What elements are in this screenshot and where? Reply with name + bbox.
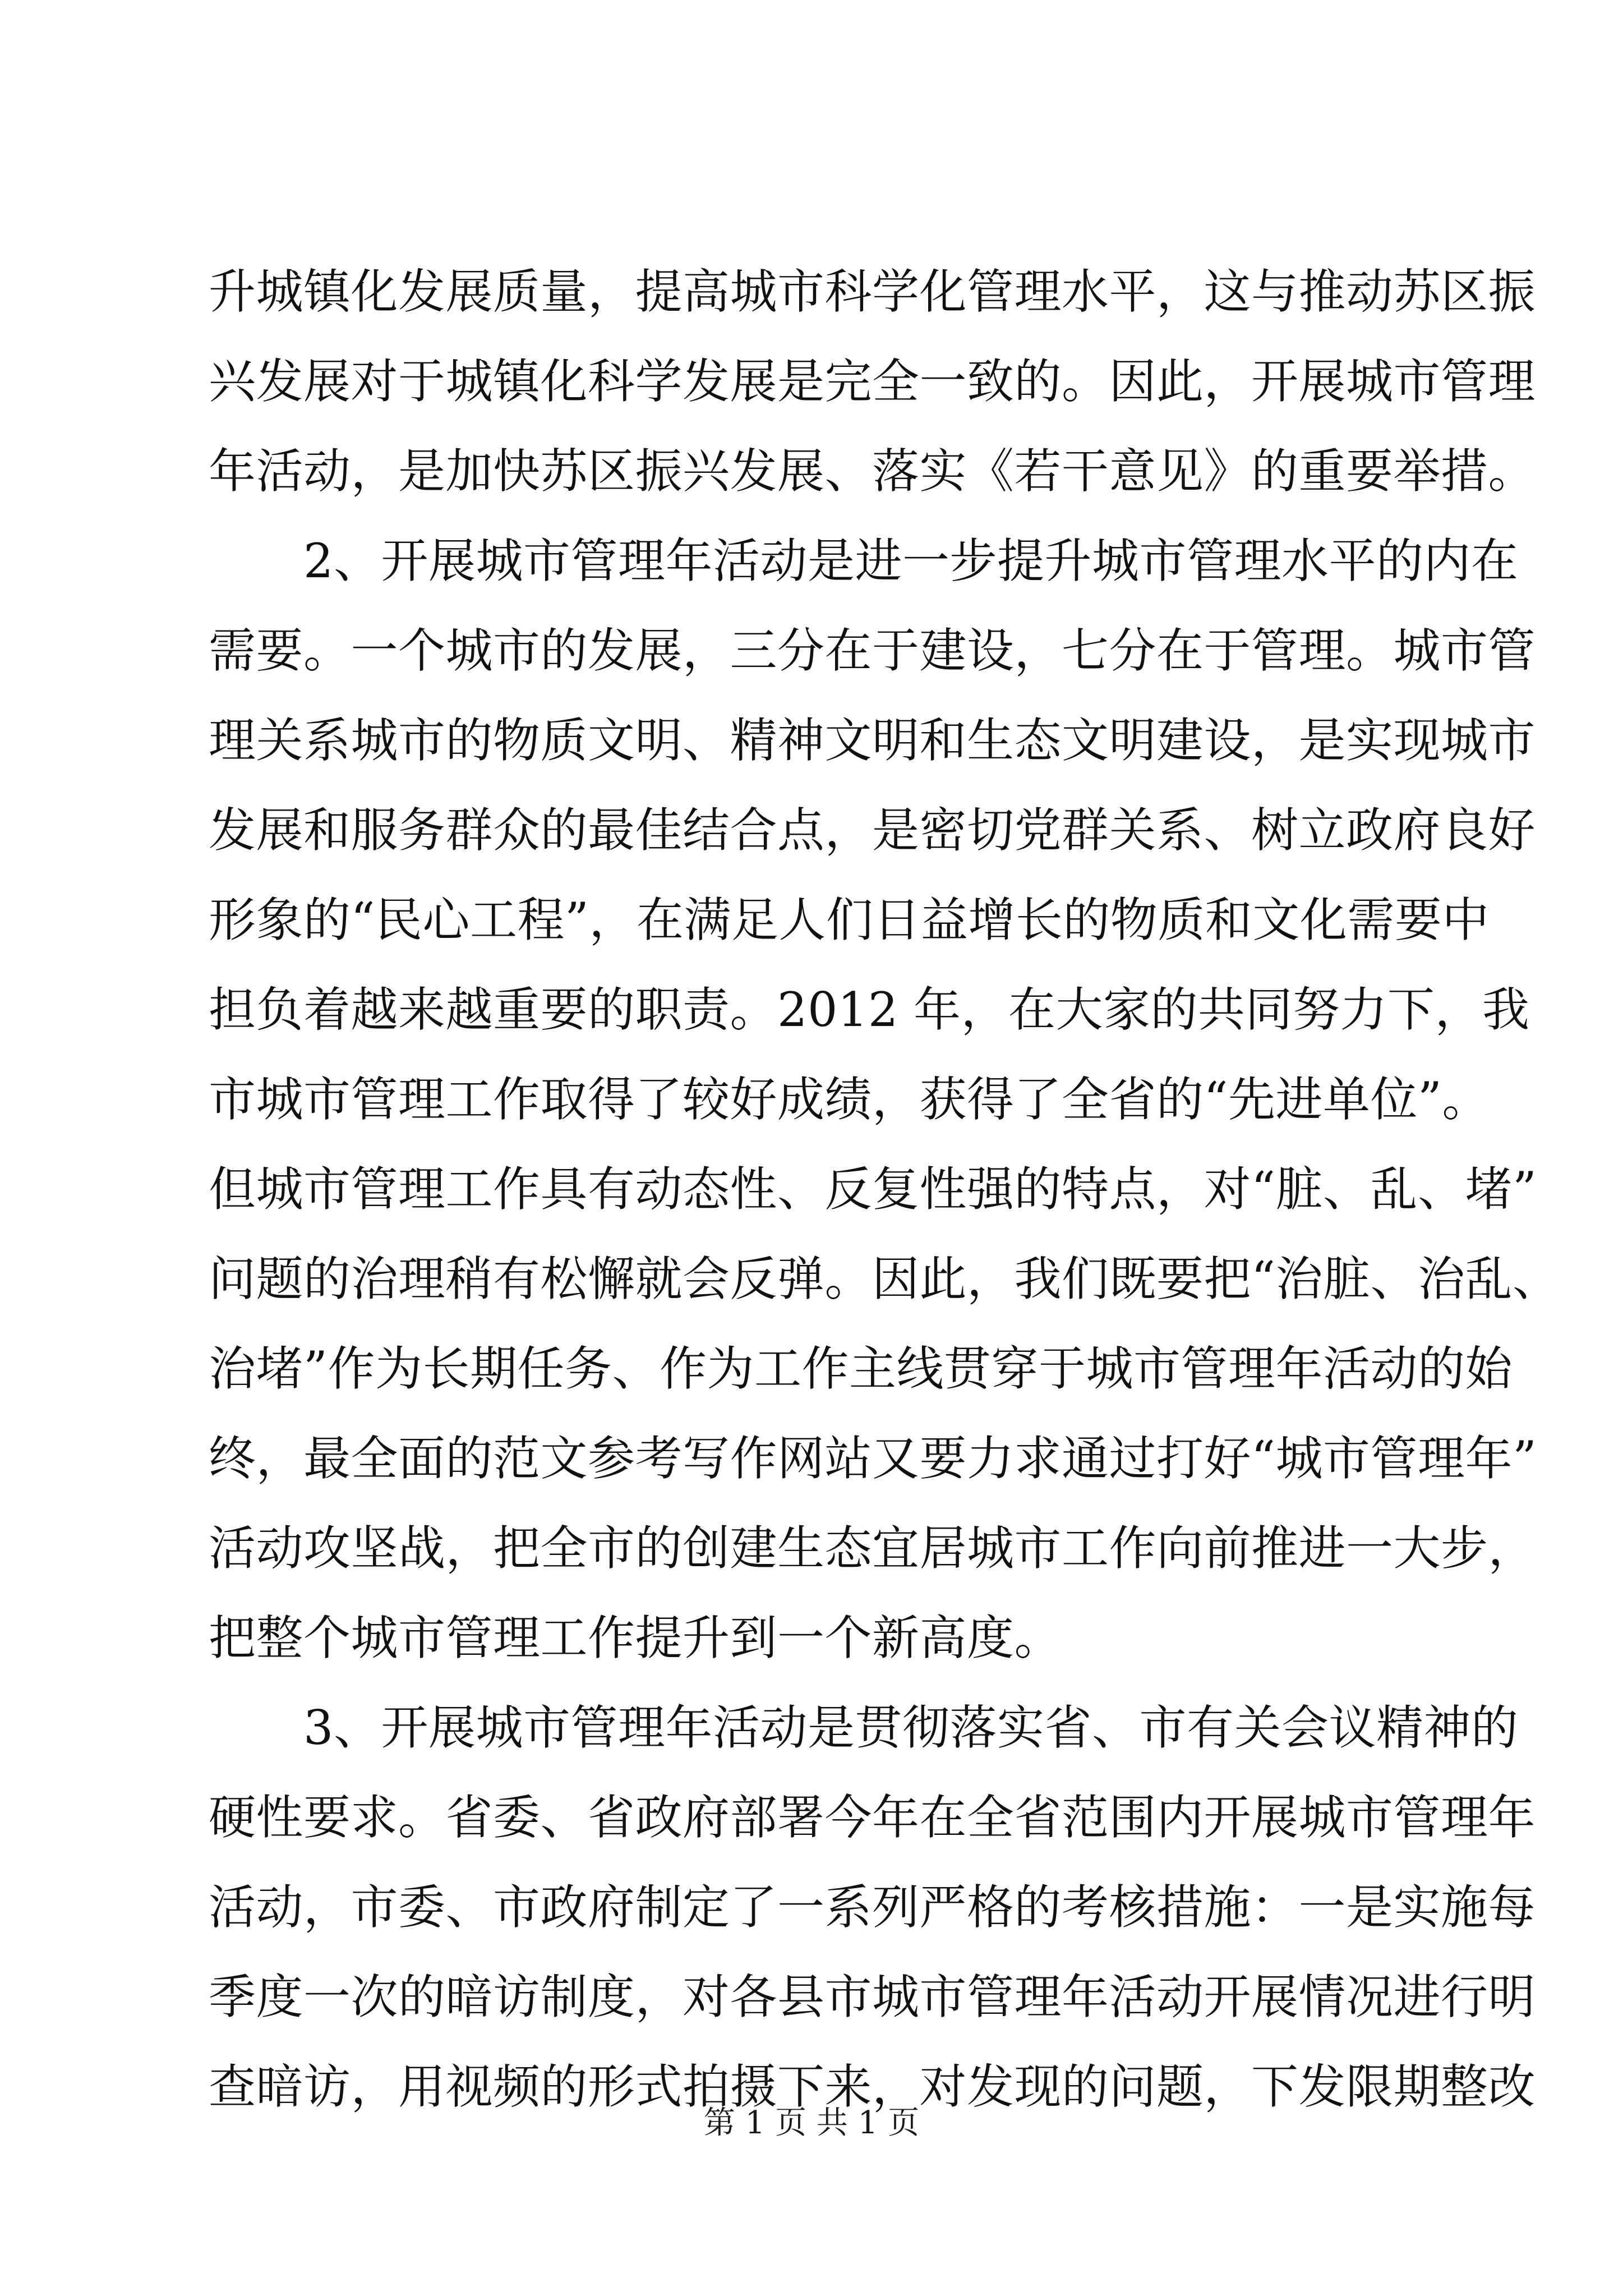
text-line: 但城市管理工作具有动态性、反复性强的特点，对“脏、乱、堵” [209, 1162, 1537, 1217]
text-line: 治堵”作为长期任务、作为工作主线贯穿于城市管理年活动的始 [209, 1341, 1513, 1396]
text-line: 担负着越来越重要的职责。2012 年，在大家的共同努力下，我 [209, 982, 1530, 1037]
text-line: 需要。一个城市的发展，三分在于建设，七分在于管理。城市管 [209, 623, 1536, 678]
text-line: 活动，市委、市政府制定了一系列严格的考核措施：一是实施每 [209, 1880, 1536, 1935]
text-line: 市城市管理工作取得了较好成绩，获得了全省的“先进单位”。 [209, 1072, 1490, 1127]
page-number-footer: 第 1 页 共 1 页 [703, 2105, 920, 2141]
text-line: 问题的治理稍有松懈就会反弹。因此，我们既要把“治脏、治乱、 [209, 1251, 1560, 1306]
text-line: 查暗访，用视频的形式拍摄下来，对发现的问题，下发限期整改 [209, 2059, 1536, 2114]
paragraph-start-line: 3、开展城市管理年活动是贯彻落实省、市有关会议精神的 [209, 1700, 1519, 1755]
text-line: 年活动，是加快苏区振兴发展、落实《若干意见》的重要举措。 [209, 444, 1536, 499]
document-body [209, 247, 1560, 2132]
text-line: 理关系城市的物质文明、精神文明和生态文明建设，是实现城市 [209, 713, 1536, 768]
text-line: 兴发展对于城镇化科学发展是完全一致的。因此，开展城市管理 [209, 354, 1536, 409]
text-line: 升城镇化发展质量，提高城市科学化管理水平，这与推动苏区振 [209, 264, 1536, 319]
text-line: 活动攻坚战，把全市的创建生态宜居城市工作向前推进一大步， [209, 1521, 1536, 1576]
paragraph-start-line: 2、开展城市管理年活动是进一步提升城市管理水平的内在 [209, 533, 1519, 588]
text-line: 形象的“民心工程”，在满足人们日益增长的物质和文化需要中 [209, 892, 1490, 947]
text-line: 季度一次的暗访制度，对各县市城市管理年活动开展情况进行明 [209, 1970, 1536, 2024]
text-line: 硬性要求。省委、省政府部署今年在全省范围内开展城市管理年 [209, 1790, 1536, 1845]
text-line: 把整个城市管理工作提升到一个新高度。 [209, 1611, 1062, 1665]
text-line: 终，最全面的范文参考写作网站又要力求通过打好“城市管理年” [209, 1431, 1537, 1486]
text-line: 发展和服务群众的最佳结合点，是密切党群关系、树立政府良好 [209, 803, 1536, 858]
